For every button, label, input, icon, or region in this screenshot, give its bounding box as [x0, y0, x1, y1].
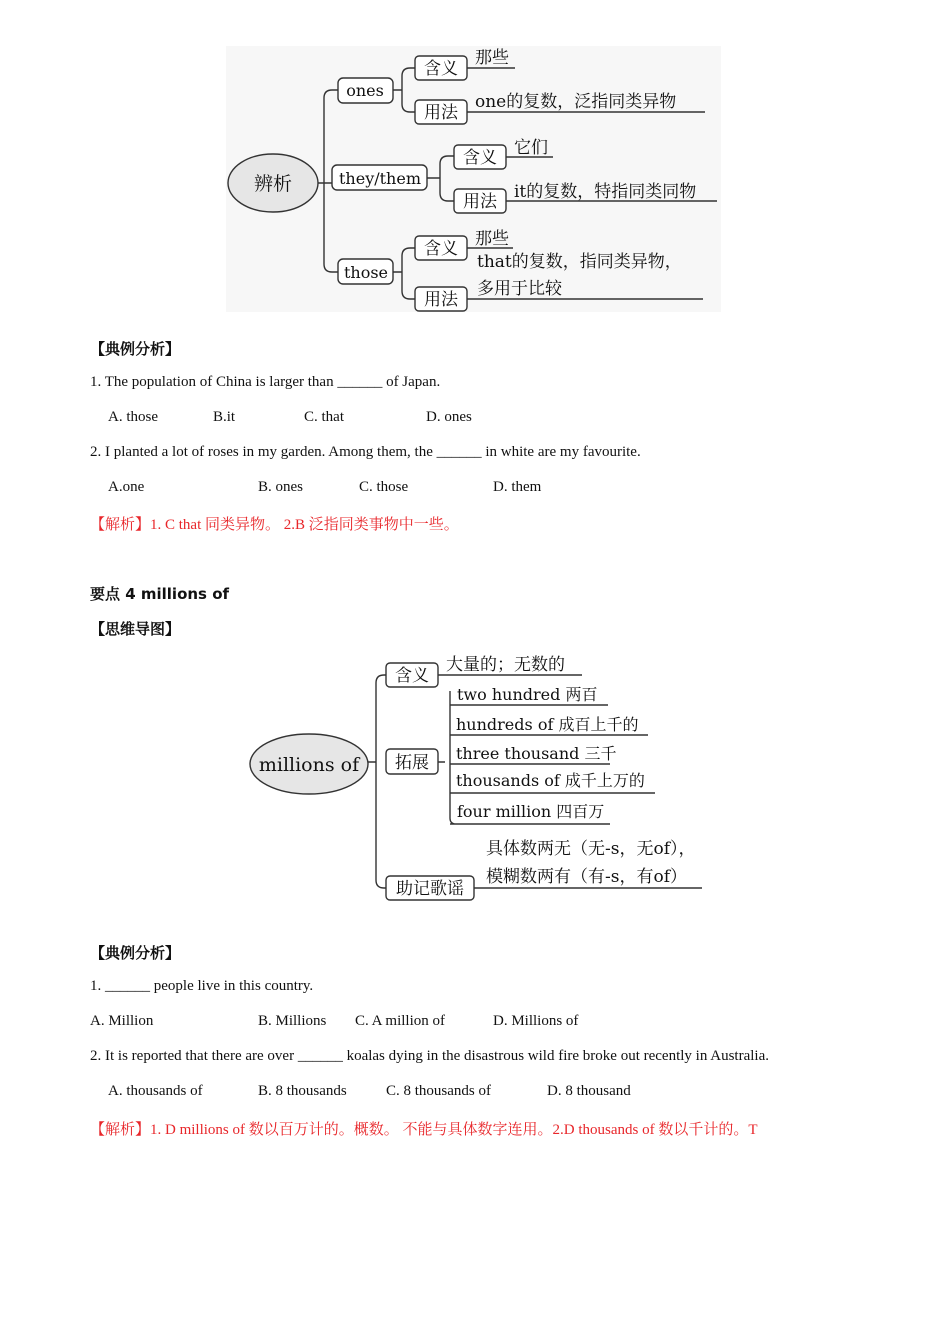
question-1: 1. The population of China is larger than ______ of Japan. — [90, 374, 441, 390]
word-they-them: they/them — [338, 169, 422, 188]
usage-text: it的复数，特指同类同物 — [514, 182, 697, 202]
option: B.it — [213, 409, 236, 425]
option: D. ones — [426, 409, 472, 425]
expand-item: four million 四百万 — [457, 802, 605, 821]
usage-text-line2: 多用于比较 — [477, 279, 562, 299]
section-heading: 【典例分析】 — [90, 340, 181, 358]
option: B. Millions — [258, 1013, 327, 1029]
usage-label: 用法 — [463, 192, 497, 212]
usage-text-line1: that的复数，指同类异物， — [477, 252, 682, 272]
option: A. those — [108, 409, 158, 425]
mnemonic-label: 助记歌谣 — [396, 879, 464, 899]
expand-label: 拓展 — [395, 753, 429, 773]
question-2: 2. I planted a lot of roses in my garden. Among them, the ______ in white are my favourite. — [90, 444, 641, 460]
center-label: 辨析 — [253, 173, 293, 195]
answer-explanation: 【解析】1. D millions of 数以百万计的。概数。 不能与具体数字连用。2.D thousands of 数以千计的。T — [90, 1122, 758, 1138]
meaning-label: 含义 — [395, 666, 429, 686]
option: D. them — [493, 479, 542, 495]
usage-label: 用法 — [424, 103, 458, 123]
option: A. Million — [90, 1013, 154, 1029]
mnemonic-line2: 模糊数两有（有-s，有of） — [486, 867, 687, 887]
question-1: 1. ______ people live in this country. — [90, 978, 314, 994]
diagram-millions-of — [0, 640, 950, 910]
answer-explanation: 【解析】1. C that 同类异物。 2.B 泛指同类事物中一些。 — [90, 517, 459, 533]
option: C. those — [359, 479, 409, 495]
section-heading: 【典例分析】 — [90, 944, 181, 962]
center-connector — [368, 675, 386, 888]
option: C. A million of — [355, 1013, 446, 1029]
meaning-label: 含义 — [424, 239, 458, 259]
word-those: those — [343, 263, 389, 282]
mindmap-heading: 【思维导图】 — [90, 620, 181, 638]
option: B. 8 thousands — [258, 1083, 347, 1099]
usage-text: one的复数，泛指同类异物 — [475, 92, 677, 112]
meaning-text: 那些 — [475, 229, 509, 249]
meaning-label: 含义 — [424, 59, 458, 79]
usage-label: 用法 — [424, 290, 458, 310]
option: A.one — [108, 479, 145, 495]
expand-item: thousands of 成千上万的 — [456, 771, 645, 790]
meaning-label: 含义 — [463, 148, 497, 168]
option: D. 8 thousand — [547, 1083, 631, 1099]
option: B. ones — [258, 479, 303, 495]
point-title: 要点 4 millions of — [90, 585, 230, 603]
meaning-text: 那些 — [475, 48, 509, 68]
expand-item: three thousand 三千 — [456, 744, 617, 763]
option: D. Millions of — [493, 1013, 579, 1029]
option: C. 8 thousands of — [386, 1083, 491, 1099]
question-2: 2. It is reported that there are over ______ koalas dying in the disastrous wild fire broke out recently in Australia. — [90, 1048, 769, 1064]
expand-item: hundreds of 成百上千的 — [456, 715, 639, 734]
meaning-text: 大量的；无数的 — [446, 655, 565, 675]
expand-item: two hundred 两百 — [457, 685, 598, 704]
option: A. thousands of — [108, 1083, 203, 1099]
option: C. that — [304, 409, 344, 425]
word-ones: ones — [346, 81, 384, 100]
meaning-text: 它们 — [514, 138, 548, 158]
diagram-pronoun-analysis — [0, 0, 950, 320]
mnemonic-line1: 具体数两无（无-s，无of）， — [486, 839, 696, 859]
center-label: millions of — [258, 754, 360, 776]
